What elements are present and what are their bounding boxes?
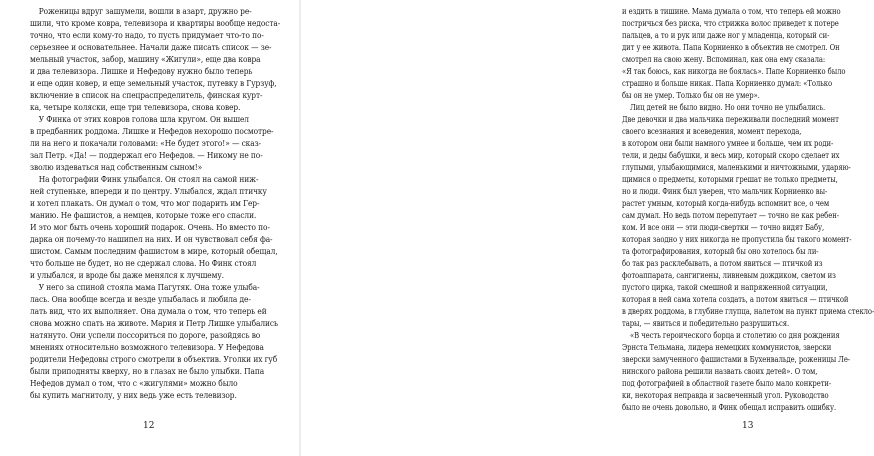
text-line: и еще один ковер, и еще земельный участок, путевку в Гурзуф, [30,79,277,89]
text-line: растет умным, который когда-нибудь вспомнит все, о чем [622,199,830,209]
right-page-text [622,6,874,414]
text-line: страшно и больше никак. Папа Корниенко думал: «Только [622,79,833,89]
text-line: в предбанник роддома. Лишке и Нефедов нехорошо посмотре- [30,127,274,137]
text-line: родители Нефедовы строго смотрели в объектив. Уголки их губ [30,355,278,365]
text-line: которая заодно у них никогда не пропустила бы такого момент- [622,235,852,245]
text-line: ком. И все они — эти люди-свертки — точно видят Бабу, [622,223,825,233]
text-line: лать вид, что их выполняет. Она думала о том, что теперь ей [30,307,267,317]
text-line: тары, — явиться и победительно разрушиться. [622,319,790,329]
text-line: своего всезнания и всеведения, момент перехода, [622,127,802,137]
text-line: мельный участок, забор, машину «Жигули», еще два ковра [30,55,261,65]
text-line: дарка он почему-то нашипел на них. И он чувствовал себя фа- [30,235,273,245]
text-line: натянуто. Они успели поссориться по дороге, разойдясь во [30,331,261,341]
text-line: И это мог быть очень хороший подарок. Очень. Но вместо по- [30,223,270,233]
text-line: что больше не будет, но не сдержал слова. Но Финк стоял [30,259,257,269]
text-line: смотрел на свою жену. Вспоминал, как она ему сказала: [622,55,826,65]
text-line: пустого цирка, такой смешной и напряженной ситуации, [622,283,828,293]
text-line: бы купить магнитолу, у них ведь уже есть телевизор. [30,391,237,401]
text-line: Лиц детей не было видно. Но они точно не улыбались. [630,103,826,113]
text-line: зал Петр. «Да! — поддержал его Нефедов. — Никому не по- [30,151,263,161]
text-line: и улыбался, и вроде бы даже менялся к лучшему. [30,271,224,281]
text-line: серьезнее и основательнее. Начали даже писать список — зе- [30,43,272,53]
right-page [300,0,874,456]
right-page-number: 13 [742,421,754,431]
text-line: ней ступеньке, впереди и по центру. Улыбался, ждал птичку [30,187,267,197]
text-line: ки, некоторая неправда и засвеченный угол. Руководство [622,391,829,401]
text-line: У него за спиной стояла мама Пагутяк. Она тоже улыба- [38,283,260,293]
text-line: щимися о предметы, которыми грешат не только предметы, [622,175,838,185]
text-line: и хотел плакать. Он думал о том, что мог подарить им Гер- [30,199,260,209]
text-line: лась. Она вообще всегда и везде улыбалась и любила де- [30,295,251,305]
text-line: в котором они были намного умнее и больше, чем их роди- [622,139,834,149]
text-line: были приподняты кверху, но в глазах не было улыбки. Папа [30,367,265,377]
text-line: нинского района решили назвать своих детей». О том, [622,367,818,377]
text-line: Нефедов думал о том, что с «жигулями» можно было [30,379,238,389]
text-line: На фотографии Финк улыбался. Он стоял на самой ниж- [38,175,259,185]
text-line: та фотографирования, который бы оно хотелось бы ли- [622,247,819,257]
text-line: и ездить в тишине. Мама думала о том, что теперь ей можно [622,7,841,17]
text-line: мнениях относительно возможного телевизора. У Нефедова [30,343,264,353]
text-line: бы он не умер. Только бы он не умер». [622,91,760,101]
text-line: тели, и деды бабушки, и весь мир, который скоро сделает их [622,151,840,161]
text-line: зволю издеваться над собственным сыном!» [30,163,203,173]
text-line: включение в список на спецраспределитель, финская курт- [30,91,263,101]
text-line: постричься без риска, что стрижка волос приведет к потере [622,19,839,29]
text-line: «В честь героического борца и столетию со дня рождения [630,331,840,341]
text-line: Эрнста Тельмана, лидера немецких коммунистов, зверски [622,343,832,353]
text-line: в дверях роддома, в глубине глупца, налетом на пункт приема стекло- [622,307,874,317]
text-line: под фотографией в областной газете было мало конкрети- [622,379,832,389]
left-page-number: 12 [143,421,155,431]
left-page [0,0,300,456]
text-line: точно, что если кому-то надо, то пусть придумает что-то по- [30,31,264,41]
text-line: сам думал. Но ведь потом перепутает — точно не как ребен- [622,211,839,221]
text-line: бо так раз расклебывать, а потом явиться — птичкой из [622,259,823,269]
text-line: «Я так боюсь, как никогда не боялась». Папе Корниенко было [622,67,846,77]
text-line: У Финка от этих ковров голова шла кругом. Он вышел [38,115,249,125]
text-line: которая в ней сама хотела создать, а потом явиться — птичкой [622,295,849,305]
text-line: но и люди. Финк был уверен, что мальчик Корниенко вы- [622,187,828,197]
text-line: глупыми, улыбающимися, маленькими и ничтожными, ударяю- [622,163,851,173]
text-line: ли на него и покачали головами: «Не будет этого!» — сказ- [30,139,261,149]
text-line: пальцев, а то и рук или даже ног у младенца, который си- [622,31,830,41]
left-page-text [30,6,280,402]
text-line: зверски замученного фашистами в Бухенвальде, роженицы Ле- [622,355,851,365]
text-line: шили, что кроме ковра, телевизора и квартиры вообще недоста- [30,19,281,29]
text-line: манию. Не фашистов, а немцев, которые тоже его спасли. [30,211,257,221]
text-line: дит у ее живота. Папа Корниенко в объектив не смотрел. Он [622,43,840,53]
text-line: ка, четыре коляски, еще три телевизора, снова ковер. [30,103,241,113]
text-line: шистом. Самым последним фашистом в мире, который обещал, [30,247,278,257]
text-line: было не очень довольно, и Финк обещал исправить ошибку. [622,403,837,413]
text-line: снова можно спать на животе. Мария и Петр Лишке улыбались [30,319,278,329]
text-line: Роженицы вдруг зашумели, вошли в азарт, дружно ре- [38,7,252,17]
text-line: и два телевизора. Лишке и Нефедову нужно было теперь [30,67,253,77]
text-line: фотоаппарата, сангигиены, ливневым дождиком, светом из [622,271,836,281]
text-line: Две девочки и два мальчика переживали последний момент [622,115,839,125]
